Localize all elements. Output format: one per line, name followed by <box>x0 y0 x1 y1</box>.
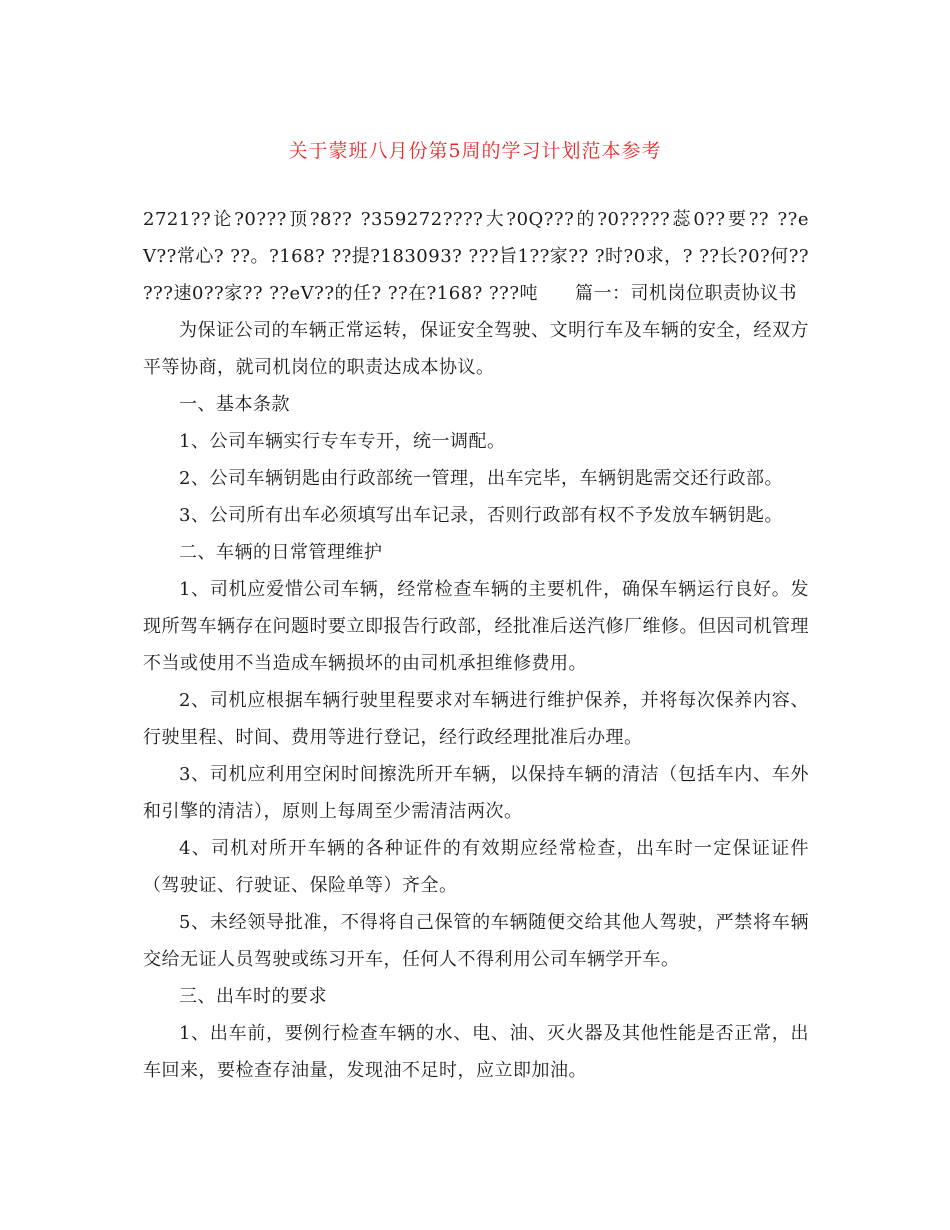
clause-paragraph: 1、出车前，要例行检查车辆的水、电、油、灭火器及其他性能是否正常，出车回来，要检查存油量，发现油不足时，应立即加油。 <box>143 1023 809 1081</box>
clause-paragraph: 5、未经领导批准，不得将自己保管的车辆随便交给其他人驾驶，严禁将车辆交给无证人员驾驶或练习开车，任何人不得利用公司车辆学开车。 <box>143 912 809 970</box>
clause-paragraph: 2、公司车辆钥匙由行政部统一管理，出车完毕，车辆钥匙需交还行政部。 <box>179 468 783 489</box>
document-body <box>143 201 809 1089</box>
section-heading-maintenance: 二、车辆的日常管理维护 <box>179 542 383 563</box>
garbled-intro-paragraph: 2721??论?0???顶?8?? ?359272????大?0Q???的?0?????蕊0??要?? ??eV??常心? ??。?168? ??提?183093? ???旨1??家?? ?时?0求，? ??长?0?何?? ???速0??家?? ??eV??的任? ??在?168? ???吨 篇一：司机岗位职责协议书 <box>143 209 809 304</box>
agreement-purpose-paragraph: 为保证公司的车辆正常运转，保证安全驾驶、文明行车及车辆的安全，经双方平等协商，就司机岗位的职责达成本协议。 <box>143 320 809 378</box>
clause-paragraph: 3、司机应利用空闲时间擦洗所开车辆，以保持车辆的清洁（包括车内、车外和引擎的清洁），原则上每周至少需清洁两次。 <box>143 764 809 822</box>
document-title: 关于蒙班八月份第5周的学习计划范本参考 <box>288 140 662 162</box>
section-heading-basic-terms: 一、基本条款 <box>179 394 290 415</box>
clause-paragraph: 1、司机应爱惜公司车辆，经常检查车辆的主要机件，确保车辆运行良好。发现所驾车辆存在问题时要立即报告行政部，经批准后送汽修厂维修。但因司机管理不当或使用不当造成车辆损坏的由司机承担维修费用。 <box>143 579 809 674</box>
clause-paragraph: 1、公司车辆实行专车专开，统一调配。 <box>179 431 506 452</box>
section-heading-departure-requirements: 三、出车时的要求 <box>179 986 327 1007</box>
clause-paragraph: 2、司机应根据车辆行驶里程要求对车辆进行维护保养，并将每次保养内容、行驶里程、时间、费用等进行登记，经行政经理批准后办理。 <box>143 690 809 748</box>
clause-paragraph: 4、司机对所开车辆的各种证件的有效期应经常检查，出车时一定保证证件（驾驶证、行驶证、保险单等）齐全。 <box>143 838 809 896</box>
clause-paragraph: 3、公司所有出车必须填写出车记录，否则行政部有权不予发放车辆钥匙。 <box>179 505 783 526</box>
